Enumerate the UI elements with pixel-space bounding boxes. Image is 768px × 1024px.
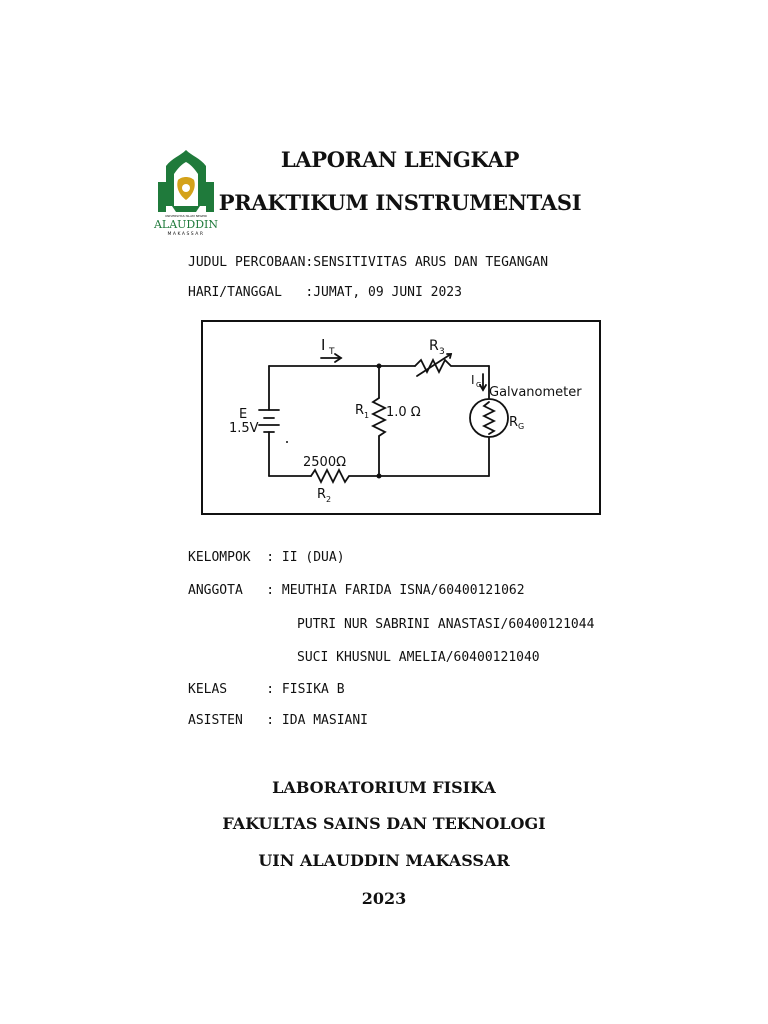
judul-percobaan: JUDUL PERCOBAAN:SENSITIVITAS ARUS DAN TEGANGAN: [188, 255, 549, 270]
kelompok: KELOMPOK : II (DUA): [188, 550, 345, 565]
logo-sub: MAKASSAR: [167, 232, 205, 237]
footer-lab: LABORATORIUM FISIKA: [272, 778, 496, 797]
anggota: ANGGOTA : MEUTHIA FARIDA ISNA/60400121062: [188, 583, 525, 598]
label-it-sub: T: [329, 347, 335, 357]
label-ig-sub: G: [476, 381, 482, 389]
label-r1-value: 1.0 Ω: [386, 405, 421, 420]
label-r2: R: [317, 487, 327, 502]
hari-tanggal: HARI/TANGGAL :JUMAT, 09 JUNI 2023: [188, 285, 462, 300]
footer-year: 2023: [361, 889, 407, 908]
label-volt: 1.5V: [229, 421, 259, 436]
kelas: KELAS : FISIKA B: [188, 682, 345, 697]
member-3: SUCI KHUSNUL AMELIA/60400121040: [297, 650, 540, 665]
member-2: PUTRI NUR SABRINI ANASTASI/60400121044: [297, 617, 595, 632]
label-e: E: [239, 407, 248, 422]
label-r2-value: 2500Ω: [303, 455, 347, 470]
label-r1: R: [355, 403, 365, 418]
title-line-1: LAPORAN LENGKAP: [280, 147, 520, 172]
asisten: ASISTEN : IDA MASIANI: [188, 713, 369, 728]
label-r1-sub: 1: [364, 411, 370, 420]
label-galvanometer: Galvanometer: [489, 385, 582, 400]
logo-name: ALAUDDIN: [153, 218, 219, 231]
circuit-diagram: [201, 320, 601, 515]
label-it: I: [321, 336, 326, 354]
footer-faculty: FAKULTAS SAINS DAN TEKNOLOGI: [222, 814, 546, 833]
label-rg-sub: G: [518, 422, 525, 431]
label-ig: I: [471, 373, 475, 387]
title-line-2: PRAKTIKUM INSTRUMENTASI: [218, 190, 582, 215]
label-r3-sub: 3: [439, 347, 445, 357]
svg-text:UNIVERSITAS ISLAM NEGERI: UNIVERSITAS ISLAM NEGERI: [164, 214, 208, 218]
label-rg: R: [509, 415, 519, 430]
label-r2-sub: 2: [326, 495, 332, 504]
footer-university: UIN ALAUDDIN MAKASSAR: [258, 851, 510, 870]
label-r3: R: [429, 338, 439, 354]
